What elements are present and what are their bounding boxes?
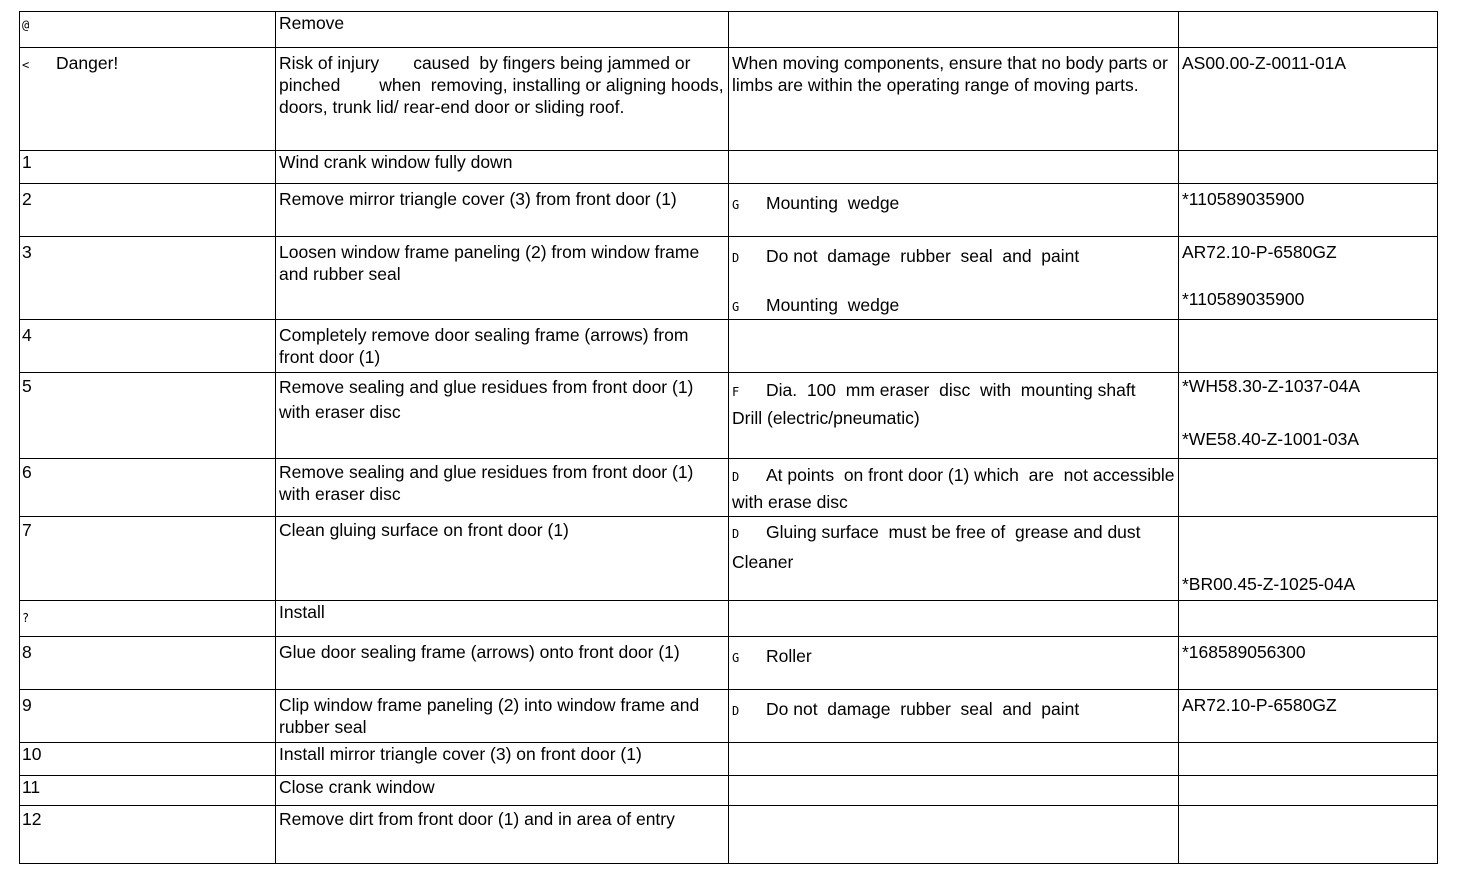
note-symbol-icon: D — [732, 527, 740, 541]
ref-cell — [1179, 637, 1438, 690]
step-number: 5 — [22, 376, 32, 396]
action-cell — [276, 637, 729, 690]
table-row — [20, 320, 1438, 373]
table-row — [20, 12, 1438, 48]
step-cell — [20, 690, 276, 743]
ref-cell — [1179, 517, 1438, 601]
ref-cell — [1179, 12, 1438, 48]
procedure-table — [19, 11, 1438, 864]
step-note: Do not damage rubber seal and paint — [766, 246, 1080, 266]
notes-cell — [729, 776, 1179, 806]
section-heading: Remove — [279, 13, 345, 33]
action-cell — [276, 517, 729, 601]
step-cell — [20, 459, 276, 517]
step-number: 2 — [22, 189, 32, 209]
note-symbol-icon: D — [732, 704, 740, 718]
table-row — [20, 184, 1438, 237]
step-cell — [20, 806, 276, 864]
table-row — [20, 237, 1438, 320]
step-number: 9 — [22, 695, 32, 715]
step-cell — [20, 743, 276, 776]
ref-cell — [1179, 776, 1438, 806]
step-cell — [20, 151, 276, 184]
notes-cell — [729, 12, 1179, 48]
action-cell — [276, 320, 729, 373]
remove-symbol-icon: @ — [22, 18, 30, 32]
table-row — [20, 637, 1438, 690]
notes-cell — [729, 690, 1179, 743]
step-action: Loosen window frame paneling (2) from window frame and rubber seal — [279, 242, 700, 284]
ref-cell — [1179, 459, 1438, 517]
notes-cell — [729, 459, 1179, 517]
step-action: Remove dirt from front door (1) and in area of entry — [279, 809, 675, 829]
step-number: 1 — [22, 152, 32, 172]
step-cell — [20, 517, 276, 601]
part-number: *110589035900 — [1182, 189, 1305, 209]
step-note: Dia. 100 mm eraser disc with mounting shaft — [766, 380, 1136, 400]
step-action: Remove mirror triangle cover (3) from front door (1) — [279, 189, 677, 209]
step-note-secondary: Mounting wedge — [766, 295, 900, 315]
step-action: Clip window frame paneling (2) into window frame and rubber seal — [279, 695, 700, 737]
ref-cell — [1179, 48, 1438, 151]
step-note: Mounting wedge — [766, 193, 900, 213]
notes-cell — [729, 320, 1179, 373]
step-action: Close crank window — [279, 777, 435, 797]
table-row — [20, 776, 1438, 806]
table-row — [20, 690, 1438, 743]
step-number: 8 — [22, 642, 32, 662]
notes-cell — [729, 806, 1179, 864]
step-action: Remove sealing and glue residues from front door (1) with eraser disc — [279, 377, 694, 422]
step-cell — [20, 776, 276, 806]
step-action: Install mirror triangle cover (3) on front door (1) — [279, 744, 642, 764]
action-cell — [276, 690, 729, 743]
table-row — [20, 48, 1438, 151]
step-action: Remove sealing and glue residues from front door (1) with eraser disc — [279, 462, 694, 504]
step-action: Completely remove door sealing frame (arrows) from front door (1) — [279, 325, 689, 367]
notes-cell — [729, 237, 1179, 320]
step-note-secondary: Drill (electric/pneumatic) — [732, 408, 920, 428]
doc-reference: AR72.10-P-6580GZ — [1182, 242, 1337, 262]
danger-symbol-icon: < — [22, 58, 30, 72]
notes-cell — [729, 743, 1179, 776]
ref-cell — [1179, 184, 1438, 237]
notes-cell — [729, 373, 1179, 459]
step-cell — [20, 237, 276, 320]
ref-cell — [1179, 601, 1438, 637]
table-row — [20, 151, 1438, 184]
tool-symbol-icon: F — [732, 385, 740, 399]
action-cell — [276, 601, 729, 637]
action-cell — [276, 12, 729, 48]
step-number: 4 — [22, 325, 32, 345]
tool-symbol-icon: G — [732, 651, 740, 665]
tool-symbol-icon: G — [732, 198, 740, 212]
ref-cell — [1179, 151, 1438, 184]
step-note: Do not damage rubber seal and paint — [766, 699, 1080, 719]
ref-cell — [1179, 320, 1438, 373]
doc-reference: AR72.10-P-6580GZ — [1182, 695, 1337, 715]
action-cell — [276, 806, 729, 864]
step-cell — [20, 12, 276, 48]
table-row — [20, 806, 1438, 864]
ref-cell — [1179, 743, 1438, 776]
step-note-secondary: Cleaner — [732, 552, 794, 572]
step-note: Gluing surface must be free of grease and dust — [766, 522, 1141, 542]
part-number: *168589056300 — [1182, 642, 1306, 662]
table-row — [20, 743, 1438, 776]
note-symbol-icon: D — [732, 470, 740, 484]
step-number: 3 — [22, 242, 32, 262]
notes-cell — [729, 601, 1179, 637]
notes-cell — [729, 184, 1179, 237]
step-note: Roller — [766, 646, 812, 666]
doc-reference: AS00.00-Z-0011-01A — [1182, 53, 1347, 73]
notes-cell — [729, 151, 1179, 184]
table-row — [20, 517, 1438, 601]
step-number: 6 — [22, 462, 32, 482]
danger-note: When moving components, ensure that no body parts or limbs are within the operating range of moving parts. — [732, 53, 1168, 95]
step-number: 10 — [22, 744, 42, 764]
step-cell — [20, 637, 276, 690]
ref-cell — [1179, 806, 1438, 864]
step-cell — [20, 48, 276, 151]
action-cell — [276, 184, 729, 237]
section-heading: Install — [279, 602, 325, 622]
step-cell — [20, 601, 276, 637]
step-number: 7 — [22, 520, 32, 540]
step-number: 12 — [22, 809, 42, 829]
action-cell — [276, 459, 729, 517]
step-number: 11 — [22, 777, 41, 797]
step-note: At points on front door (1) which are not accessible with erase disc — [732, 465, 1180, 512]
action-cell — [276, 48, 729, 151]
step-action: Wind crank window fully down — [279, 152, 513, 172]
danger-text: Risk of injury caused by fingers being jammed or pinched when removing, installing or aligning hoods, doors, trunk lid/ rear-end door or sliding roof. — [279, 53, 729, 117]
table-row — [20, 373, 1438, 459]
table-row — [20, 459, 1438, 517]
notes-cell — [729, 637, 1179, 690]
action-cell — [276, 776, 729, 806]
step-cell — [20, 373, 276, 459]
part-number-secondary: *WE58.40-Z-1001-03A — [1182, 429, 1360, 449]
action-cell — [276, 151, 729, 184]
danger-label: Danger! — [56, 53, 119, 73]
action-cell — [276, 373, 729, 459]
tool-symbol-icon: G — [732, 300, 740, 314]
notes-cell — [729, 517, 1179, 601]
part-number: *WH58.30-Z-1037-04A — [1182, 376, 1360, 396]
ref-cell — [1179, 373, 1438, 459]
step-action: Clean gluing surface on front door (1) — [279, 520, 569, 540]
note-symbol-icon: D — [732, 251, 740, 265]
install-symbol-icon: ? — [22, 611, 30, 625]
step-cell — [20, 320, 276, 373]
ref-cell — [1179, 237, 1438, 320]
step-action: Glue door sealing frame (arrows) onto front door (1) — [279, 642, 680, 662]
notes-cell — [729, 48, 1179, 151]
ref-cell — [1179, 690, 1438, 743]
part-number: *110589035900 — [1182, 289, 1305, 309]
action-cell — [276, 743, 729, 776]
table-row — [20, 601, 1438, 637]
step-cell — [20, 184, 276, 237]
part-number: *BR00.45-Z-1025-04A — [1182, 574, 1356, 594]
action-cell — [276, 237, 729, 320]
